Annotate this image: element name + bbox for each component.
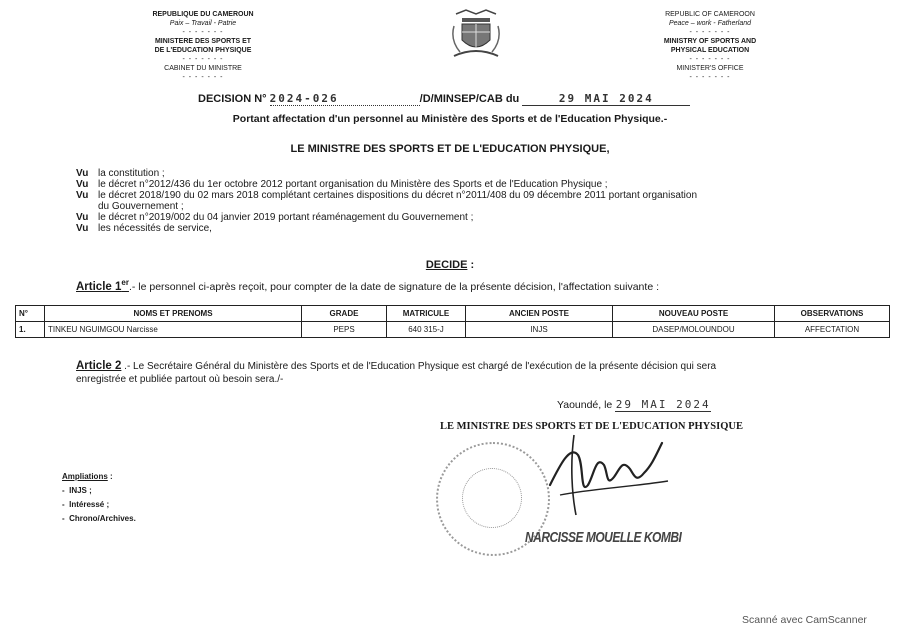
office-fr: CABINET DU MINISTRE: [164, 65, 242, 72]
place-date: [557, 398, 711, 412]
header-left: [138, 10, 268, 82]
visa-line-cont: du Gouvernement ;: [98, 201, 184, 212]
article-2-label: Article 2: [76, 360, 122, 372]
article-2-text-cont: enregistrée et publiée partout où besoin sera./-: [76, 374, 284, 385]
visas: [76, 168, 856, 234]
col-header: N°: [16, 306, 45, 322]
decision-subject: Portant affectation d'un personnel au Ministère des Sports et de l'Education Physique.-: [232, 113, 668, 125]
separator: - - - - - - -: [182, 29, 224, 36]
decision-suffix: /D/MINSEP/CAB du: [419, 93, 520, 105]
decision-line: [198, 92, 690, 106]
decide-word: DECIDE: [425, 259, 468, 271]
decision-number: 2024-026: [270, 92, 420, 106]
separator: - - - - - - -: [689, 74, 731, 81]
country-fr: REPUBLIQUE DU CAMEROUN: [152, 11, 254, 18]
ministry-fr-2: DE L'EDUCATION PHYSIQUE: [154, 47, 252, 54]
ministry-en-2: PHYSICAL EDUCATION: [670, 47, 750, 54]
separator: - - - - - - -: [182, 74, 224, 81]
list-item: - Chrono/Archives.: [62, 514, 136, 523]
separator: - - - - - - -: [182, 56, 224, 63]
ministry-en-1: MINISTRY OF SPORTS AND: [663, 38, 757, 45]
article-1-text: .- le personnel ci-après reçoit, pour compter de la date de signature de la présente décision, l'affectation suivante :: [128, 280, 659, 293]
assignment-table: [15, 305, 890, 338]
official-stamp-inner: [462, 468, 522, 528]
cell-grade: PEPS: [302, 322, 387, 338]
place: Yaoundé, le: [557, 399, 613, 411]
decision-authority: LE MINISTRE DES SPORTS ET DE L'EDUCATION PHYSIQUE,: [290, 143, 610, 155]
col-header: MATRICULE: [387, 306, 466, 322]
cell-old-post: INJS: [466, 322, 613, 338]
cell-name: TINKEU NGUIMGOU Narcisse: [45, 322, 302, 338]
visa-line: Vu la constitution ;: [76, 168, 165, 179]
decide-heading: DECIDE :: [425, 259, 475, 271]
table-row: [16, 322, 890, 338]
office-en: MINISTER'S OFFICE: [676, 65, 744, 72]
ministry-fr-1: MINISTERE DES SPORTS ET: [154, 38, 252, 45]
article-1-label: Article 1er: [76, 278, 129, 293]
col-header: GRADE: [302, 306, 387, 322]
col-header: NOUVEAU POSTE: [613, 306, 775, 322]
motto-en: Peace – work - Fatherland: [668, 20, 752, 27]
header-right: [648, 10, 772, 82]
table-header-row: [16, 306, 890, 322]
visa-line: Vu le décret n°2019/002 du 04 janvier 2019 portant réaménagement du Gouvernement ;: [76, 212, 474, 223]
col-header: ANCIEN POSTE: [466, 306, 613, 322]
article-2: [76, 360, 876, 386]
list-item: - Intéressé ;: [62, 500, 110, 509]
coat-of-arms-emblem: [450, 6, 502, 64]
country-en: REPUBLIC OF CAMEROON: [665, 11, 755, 18]
article-2-text: .- Le Secrétaire Général du Ministère des Sports et de l'Education Physique est chargé de l'exécution de la présente décision qui sera: [121, 361, 717, 372]
scanner-watermark: Scanné avec CamScanner: [742, 614, 867, 626]
motto-fr: Paix – Travail - Patrie: [169, 20, 237, 27]
separator: - - - - - - -: [689, 56, 731, 63]
signature-date: 29 MAI 2024: [615, 398, 711, 411]
signature-graphic: [540, 425, 680, 525]
list-item: - INJS ;: [62, 486, 92, 495]
visa-line: Vu les nécessités de service,: [76, 223, 212, 234]
decision-prefix: DECISION N°: [198, 93, 267, 105]
ampliations-title: Ampliations: [62, 472, 108, 481]
article-1: [76, 278, 876, 293]
cell-matricule: 640 315-J: [387, 322, 466, 338]
ampliations: Ampliations : - INJS ; - Intéressé ; - Chrono/Archives.: [62, 470, 136, 526]
visa-line: Vu le décret n°2012/436 du 1er octobre 2012 portant organisation du Ministère des Sports et de l'Education Physique ;: [76, 179, 608, 190]
cell-number: 1.: [16, 322, 45, 338]
signatory-name: NARCISSE MOUELLE KOMBI: [525, 528, 682, 546]
col-header: NOMS ET PRENOMS: [45, 306, 302, 322]
signatory-title: LE MINISTRE DES SPORTS ET DE L'EDUCATION PHYSIQUE: [440, 421, 743, 432]
decision-date: 29 MAI 2024: [522, 92, 690, 106]
cell-new-post: DASEP/MOLOUNDOU: [613, 322, 775, 338]
cell-observation: AFFECTATION: [775, 322, 890, 338]
visa-line: Vu le décret 2018/190 du 02 mars 2018 complétant certaines dispositions du décret n°2011/408 du 09 décembre 2011 portant organisation: [76, 190, 698, 201]
col-header: OBSERVATIONS: [775, 306, 890, 322]
separator: - - - - - - -: [689, 29, 731, 36]
